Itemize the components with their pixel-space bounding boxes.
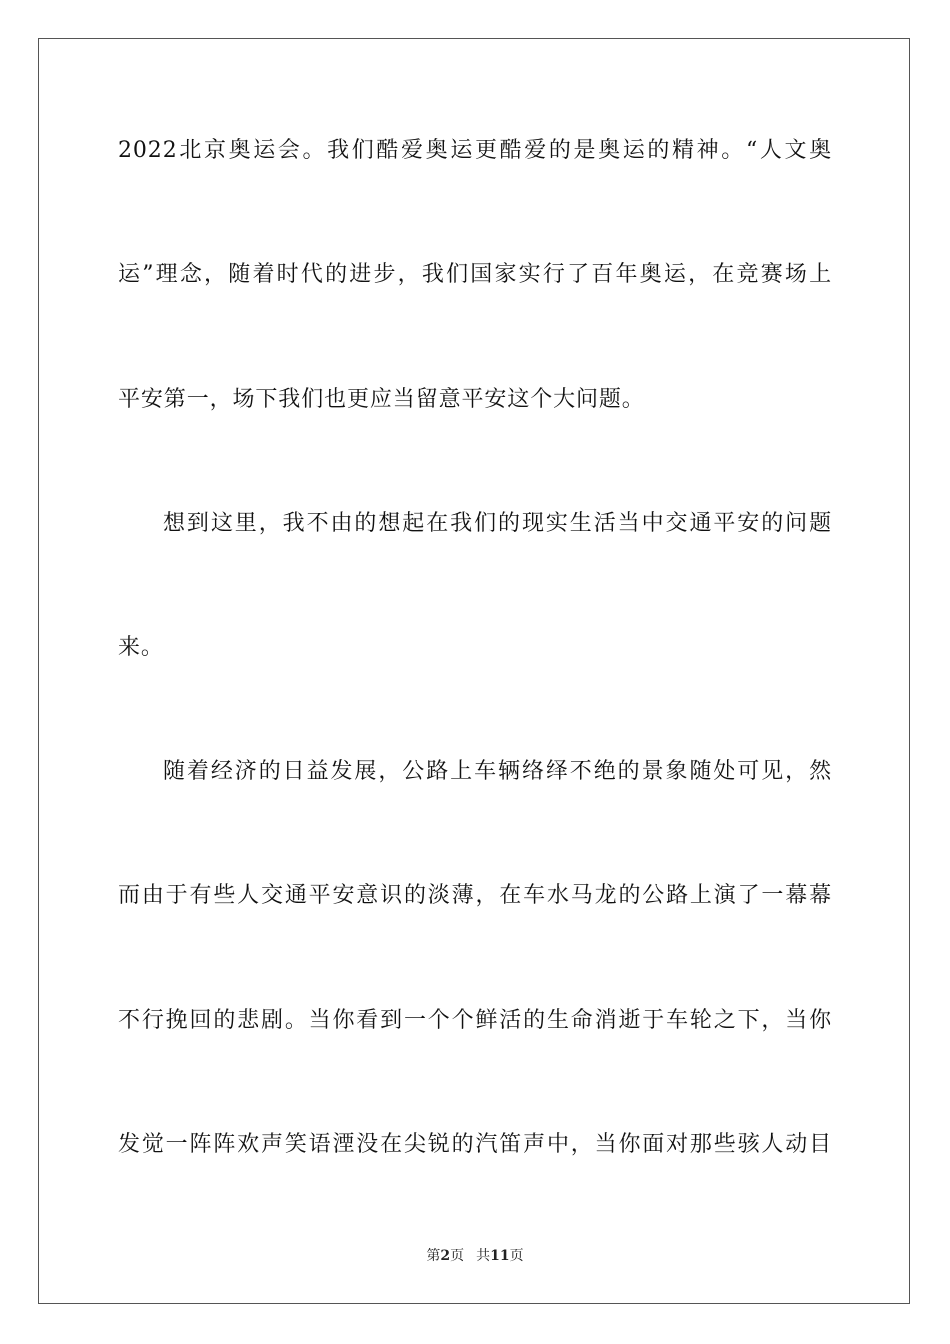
page-border [38, 38, 910, 1304]
text-line: 运”理念，随着时代的进步，我们国家实行了百年奥运，在竞赛场上 [118, 262, 832, 287]
footer-total-prefix: 共 [476, 1248, 491, 1264]
footer-page-prefix: 第 [426, 1248, 441, 1264]
page-footer [0, 1247, 950, 1265]
text-line: 发觉一阵阵欢声笑语湮没在尖锐的汽笛声中，当你面对那些骇人动目 [118, 1132, 832, 1157]
text-line: 而由于有些人交通平安意识的淡薄，在车水马龙的公路上演了一幕幕 [118, 883, 832, 908]
text-line: 平安第一，场下我们也更应当留意平安这个大问题。 [118, 387, 645, 412]
paragraph-first-line: 随着经济的日益发展，公路上车辆络绎不绝的景象随处可见，然 [163, 759, 832, 784]
text-line: 来。 [118, 635, 164, 660]
paragraph-first-line: 想到这里，我不由的想起在我们的现实生活当中交通平安的问题 [163, 511, 832, 536]
footer-page-number: 2 [440, 1248, 451, 1264]
text-line: 2022北京奥运会。我们酷爱奥运更酷爱的是奥运的精神。“人文奥 [118, 138, 832, 163]
footer-total-pages: 11 [490, 1248, 510, 1264]
text-line: 不行挽回的悲剧。当你看到一个个鲜活的生命消逝于车轮之下，当你 [118, 1008, 832, 1033]
footer-total-suffix: 页 [509, 1248, 524, 1264]
footer-page-suffix: 页 [450, 1248, 465, 1264]
